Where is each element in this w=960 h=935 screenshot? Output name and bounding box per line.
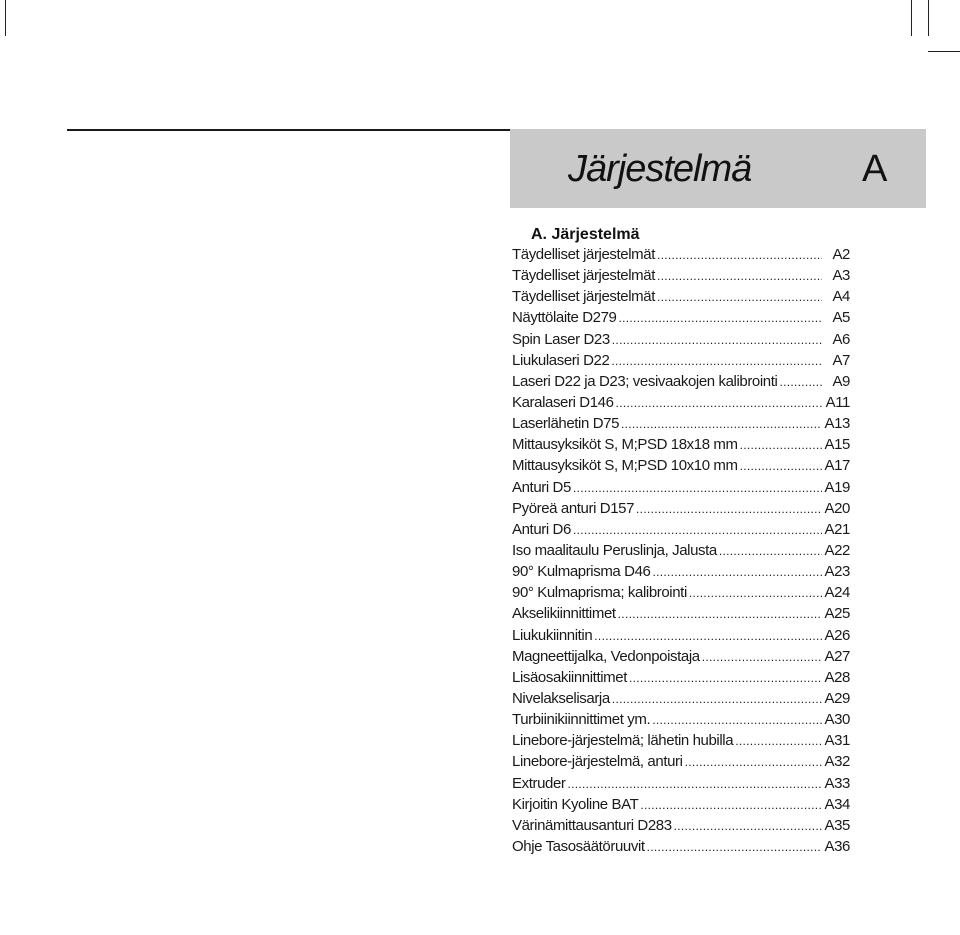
toc-entry-label: Anturi D5: [512, 478, 571, 496]
toc-entry-page: A22: [824, 541, 850, 559]
toc-entry-label: Värinämittausanturi D283: [512, 816, 672, 834]
toc-entry-label: Linebore-järjestelmä, anturi: [512, 753, 683, 771]
toc-leader-dots: [674, 819, 822, 833]
toc-entry-page: A19: [824, 478, 850, 496]
toc-entry: [512, 838, 850, 859]
toc-entry-page: A32: [824, 753, 850, 771]
toc-entry-page: A20: [824, 499, 850, 517]
toc-entry-page: A5: [832, 309, 850, 327]
toc-entry: [512, 288, 850, 309]
toc-leader-dots: [657, 290, 822, 304]
toc-leader-dots: [647, 840, 822, 854]
toc-entry-page: A35: [824, 816, 850, 834]
toc-entry-page: A21: [824, 520, 850, 538]
crop-mark-right-inner: [928, 0, 929, 36]
toc-entry-label: Mittausyksiköt S, M;PSD 18x18 mm: [512, 436, 738, 454]
toc-entry: [512, 267, 850, 288]
toc-entry: [512, 711, 850, 732]
toc-leader-dots: [619, 311, 823, 325]
toc-entry-label: Liukukiinnitin: [512, 626, 593, 644]
toc-entry-label: Magneettijalka, Vedonpoistaja: [512, 647, 700, 665]
toc-entry: [512, 732, 850, 753]
toc-leader-dots: [636, 502, 822, 516]
crop-mark-left: [5, 0, 6, 36]
toc-entry: [512, 352, 850, 373]
toc-leader-dots: [685, 755, 822, 769]
toc-entry-page: A11: [825, 393, 850, 411]
toc-entry-label: Karalaseri D146: [512, 393, 614, 411]
toc-entry-label: Täydelliset järjestelmät: [512, 246, 655, 263]
toc-entry: [512, 753, 850, 774]
toc-entry-label: Extruder: [512, 774, 566, 792]
toc-entry: [512, 796, 850, 817]
toc-leader-dots: [640, 798, 822, 812]
table-of-contents: [512, 246, 850, 859]
toc-leader-dots: [657, 248, 822, 262]
toc-entry-page: A34: [824, 795, 850, 813]
toc-leader-dots: [657, 269, 822, 283]
toc-entry-label: Täydelliset järjestelmät: [512, 288, 655, 306]
toc-entry: [512, 436, 850, 457]
toc-entry-page: A23: [824, 563, 850, 581]
toc-entry-page: A33: [824, 774, 850, 792]
toc-entry-page: A25: [824, 605, 850, 623]
toc-leader-dots: [702, 650, 822, 664]
header-rule: [67, 129, 510, 131]
toc-entry-page: A24: [824, 584, 850, 602]
toc-leader-dots: [629, 671, 822, 685]
crop-mark-right-outer: [911, 0, 912, 36]
toc-entry: [512, 775, 850, 796]
toc-entry-page: A36: [824, 837, 850, 855]
toc-entry-page: A17: [824, 457, 850, 475]
toc-entry: [512, 542, 850, 563]
toc-entry-page: A9: [832, 372, 850, 390]
section-letter: A: [862, 148, 888, 190]
toc-entry-page: A6: [832, 330, 850, 348]
toc-entry-page: A28: [824, 668, 850, 686]
toc-leader-dots: [689, 586, 822, 600]
toc-entry-page: A2: [832, 246, 850, 263]
toc-entry-label: 90° Kulmaprisma; kalibrointi: [512, 584, 687, 602]
toc-entry: [512, 563, 850, 584]
toc-leader-dots: [740, 459, 822, 473]
toc-leader-dots: [611, 354, 822, 368]
toc-entry-page: A29: [824, 689, 850, 707]
toc-entry-label: Liukulaseri D22: [512, 351, 610, 369]
toc-entry: [512, 309, 850, 330]
toc-entry-page: A13: [824, 415, 850, 433]
page-title: Järjestelmä: [568, 148, 752, 190]
toc-entry-page: A7: [832, 351, 850, 369]
toc-leader-dots: [779, 375, 822, 389]
toc-entry: [512, 605, 850, 626]
toc-entry: [512, 521, 850, 542]
toc-leader-dots: [618, 607, 822, 621]
toc-entry-page: A3: [832, 267, 850, 285]
toc-leader-dots: [719, 544, 822, 558]
toc-entry-label: Nivelakselisarja: [512, 689, 610, 707]
toc-entry-label: Anturi D6: [512, 520, 571, 538]
toc-entry: [512, 500, 850, 521]
toc-entry: [512, 246, 850, 267]
toc-entry-label: Lisäosakiinnittimet: [512, 668, 627, 686]
toc-entry-page: A26: [824, 626, 850, 644]
toc-leader-dots: [740, 438, 822, 452]
toc-entry-label: Spin Laser D23: [512, 330, 610, 348]
toc-entry-label: Turbiinikiinnittimet ym.: [512, 711, 651, 729]
toc-leader-dots: [616, 396, 822, 410]
toc-leader-dots: [735, 734, 822, 748]
toc-entry-page: A15: [824, 436, 850, 454]
toc-entry: [512, 669, 850, 690]
toc-entry-label: Ohje Tasosäätöruuvit: [512, 837, 645, 855]
toc-leader-dots: [612, 692, 822, 706]
toc-entry-page: A31: [824, 732, 850, 750]
toc-entry-label: Kirjoitin Kyoline BAT: [512, 795, 639, 813]
crop-mark-right-horizontal: [928, 51, 960, 52]
toc-entry-label: Mittausyksiköt S, M;PSD 10x10 mm: [512, 457, 738, 475]
toc-entry-label: Akselikiinnittimet: [512, 605, 616, 623]
toc-entry-label: 90° Kulmaprisma D46: [512, 563, 651, 581]
toc-entry-page: A27: [824, 647, 850, 665]
toc-entry-label: Linebore-järjestelmä; lähetin hubilla: [512, 732, 734, 750]
toc-entry: [512, 331, 850, 352]
toc-entry: [512, 394, 850, 415]
toc-entry: [512, 584, 850, 605]
toc-entry: [512, 690, 850, 711]
toc-leader-dots: [652, 565, 822, 579]
toc-entry: [512, 373, 850, 394]
toc-entry: [512, 457, 850, 478]
toc-leader-dots: [621, 417, 822, 431]
toc-leader-dots: [568, 777, 823, 791]
toc-entry-label: Näyttölaite D279: [512, 309, 617, 327]
toc-leader-dots: [573, 481, 822, 495]
toc-entry-page: A4: [832, 288, 850, 306]
toc-entry-label: Pyöreä anturi D157: [512, 499, 635, 517]
toc-entry-label: Laseri D22 ja D23; vesivaakojen kalibrointi: [512, 372, 778, 390]
toc-entry: [512, 648, 850, 669]
toc-entry: [512, 415, 850, 436]
toc-entry: [512, 479, 850, 500]
toc-entry-label: Täydelliset järjestelmät: [512, 267, 655, 285]
toc-entry-page: A30: [824, 711, 850, 729]
toc-leader-dots: [612, 333, 822, 347]
section-heading: A. Järjestelmä: [531, 226, 640, 243]
toc-leader-dots: [594, 629, 822, 643]
toc-leader-dots: [652, 713, 822, 727]
toc-entry: [512, 627, 850, 648]
toc-entry-label: Laserlähetin D75: [512, 415, 620, 433]
toc-entry: [512, 817, 850, 838]
toc-leader-dots: [573, 523, 822, 537]
toc-entry-label: Iso maalitaulu Peruslinja, Jalusta: [512, 541, 717, 559]
